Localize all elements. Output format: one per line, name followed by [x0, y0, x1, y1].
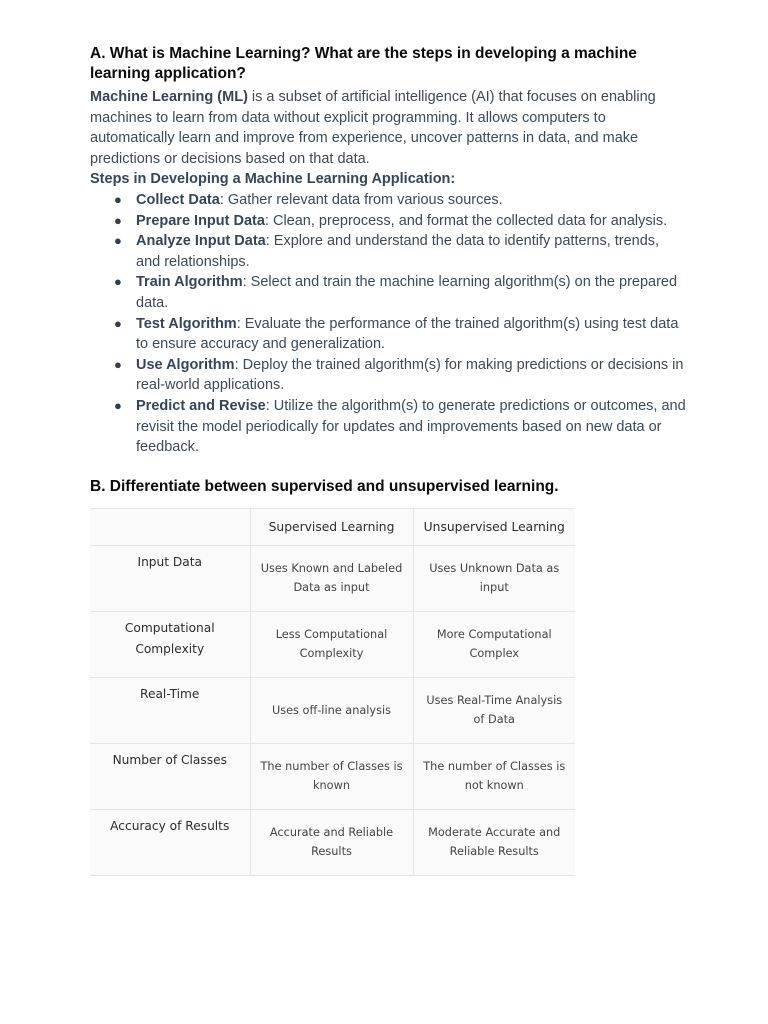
bullet-icon: ● — [114, 356, 122, 372]
bullet-icon: ● — [114, 191, 122, 207]
step-term: Collect Data — [136, 191, 220, 208]
list-item — [90, 396, 686, 458]
column-header-unsupervised: Unsupervised Learning — [413, 508, 575, 545]
unsupervised-cell: More Computational Complex — [413, 611, 575, 677]
row-label: Real-Time — [90, 677, 250, 743]
step-text: : Gather relevant data from various sources. — [219, 191, 503, 208]
table-row — [90, 743, 575, 809]
list-item — [90, 272, 686, 313]
unsupervised-cell: Uses Unknown Data as input — [413, 545, 575, 611]
bullet-icon: ● — [114, 315, 122, 331]
supervised-cell: Less Computational Complexity — [250, 611, 413, 677]
step-term: Analyze Input Data — [136, 233, 266, 250]
step-text: : Select and train the machine learning algorithm(s) on the prepared data. — [136, 274, 678, 311]
column-header-supervised: Supervised Learning — [250, 508, 413, 545]
step-text: : Utilize the algorithm(s) to generate predictions or outcomes, and revisit the model periodically for updates and improvements based on new data or feedback. — [136, 397, 686, 456]
row-label: Computational Complexity — [90, 611, 250, 677]
table-header-row — [90, 508, 575, 545]
step-text: : Evaluate the performance of the trained algorithm(s) using test data to ensure accuracy and generalization. — [136, 315, 679, 353]
supervised-cell: Uses Known and Labeled Data as input — [250, 545, 413, 611]
step-term: Prepare Input Data — [136, 212, 265, 229]
step-term: Test Algorithm — [136, 315, 237, 332]
step-term: Predict and Revise — [136, 397, 266, 414]
list-item — [90, 355, 686, 396]
bullet-icon: ● — [114, 274, 122, 290]
steps-list — [90, 190, 686, 458]
table-row — [90, 809, 575, 875]
unsupervised-cell: Uses Real-Time Analysis of Data — [413, 677, 575, 743]
step-term: Train Algorithm — [136, 274, 243, 291]
row-label: Number of Classes — [90, 743, 250, 809]
table-row — [90, 611, 575, 677]
bullet-icon: ● — [114, 212, 122, 228]
unsupervised-cell: The number of Classes is not known — [413, 743, 575, 809]
section-b-heading: B. Differentiate between supervised and unsupervised learning. — [90, 477, 559, 495]
steps-title: Steps in Developing a Machine Learning Application: — [90, 171, 456, 188]
comparison-table — [90, 508, 575, 876]
bullet-icon: ● — [114, 233, 122, 249]
column-header-empty — [90, 508, 250, 545]
document-content — [90, 44, 686, 876]
list-item — [90, 314, 686, 355]
list-item — [90, 190, 686, 211]
row-label: Input Data — [90, 545, 250, 611]
step-text: : Clean, preprocess, and format the collected data for analysis. — [264, 212, 668, 229]
ml-definition — [90, 87, 686, 169]
bullet-icon: ● — [114, 397, 122, 413]
step-term: Use Algorithm — [136, 356, 235, 373]
supervised-cell: Accurate and Reliable Results — [250, 809, 413, 875]
table-row — [90, 677, 575, 743]
unsupervised-cell: Moderate Accurate and Reliable Results — [413, 809, 575, 875]
section-a-heading: A. What is Machine Learning? What are the steps in developing a machine learning application? — [90, 45, 637, 82]
step-text: : Deploy the trained algorithm(s) for making predictions or decisions in real-world applications. — [136, 356, 684, 394]
table-row — [90, 545, 575, 611]
list-item — [90, 231, 686, 272]
supervised-cell: The number of Classes is known — [250, 743, 413, 809]
supervised-cell: Uses off-line analysis — [250, 677, 413, 743]
row-label: Accuracy of Results — [90, 809, 250, 875]
ml-term: Machine Learning (ML) — [90, 89, 248, 105]
list-item — [90, 211, 686, 232]
step-text: : Explore and understand the data to identify patterns, trends, and relationships. — [136, 233, 660, 270]
ml-definition-text: is a subset of artificial intelligence (AI) that focuses on enabling machines to learn from data without explicit programming. It allows computers to automatically learn and improve from experience, uncover patterns in data, and make predictions or decisions based on that data. — [90, 89, 656, 167]
